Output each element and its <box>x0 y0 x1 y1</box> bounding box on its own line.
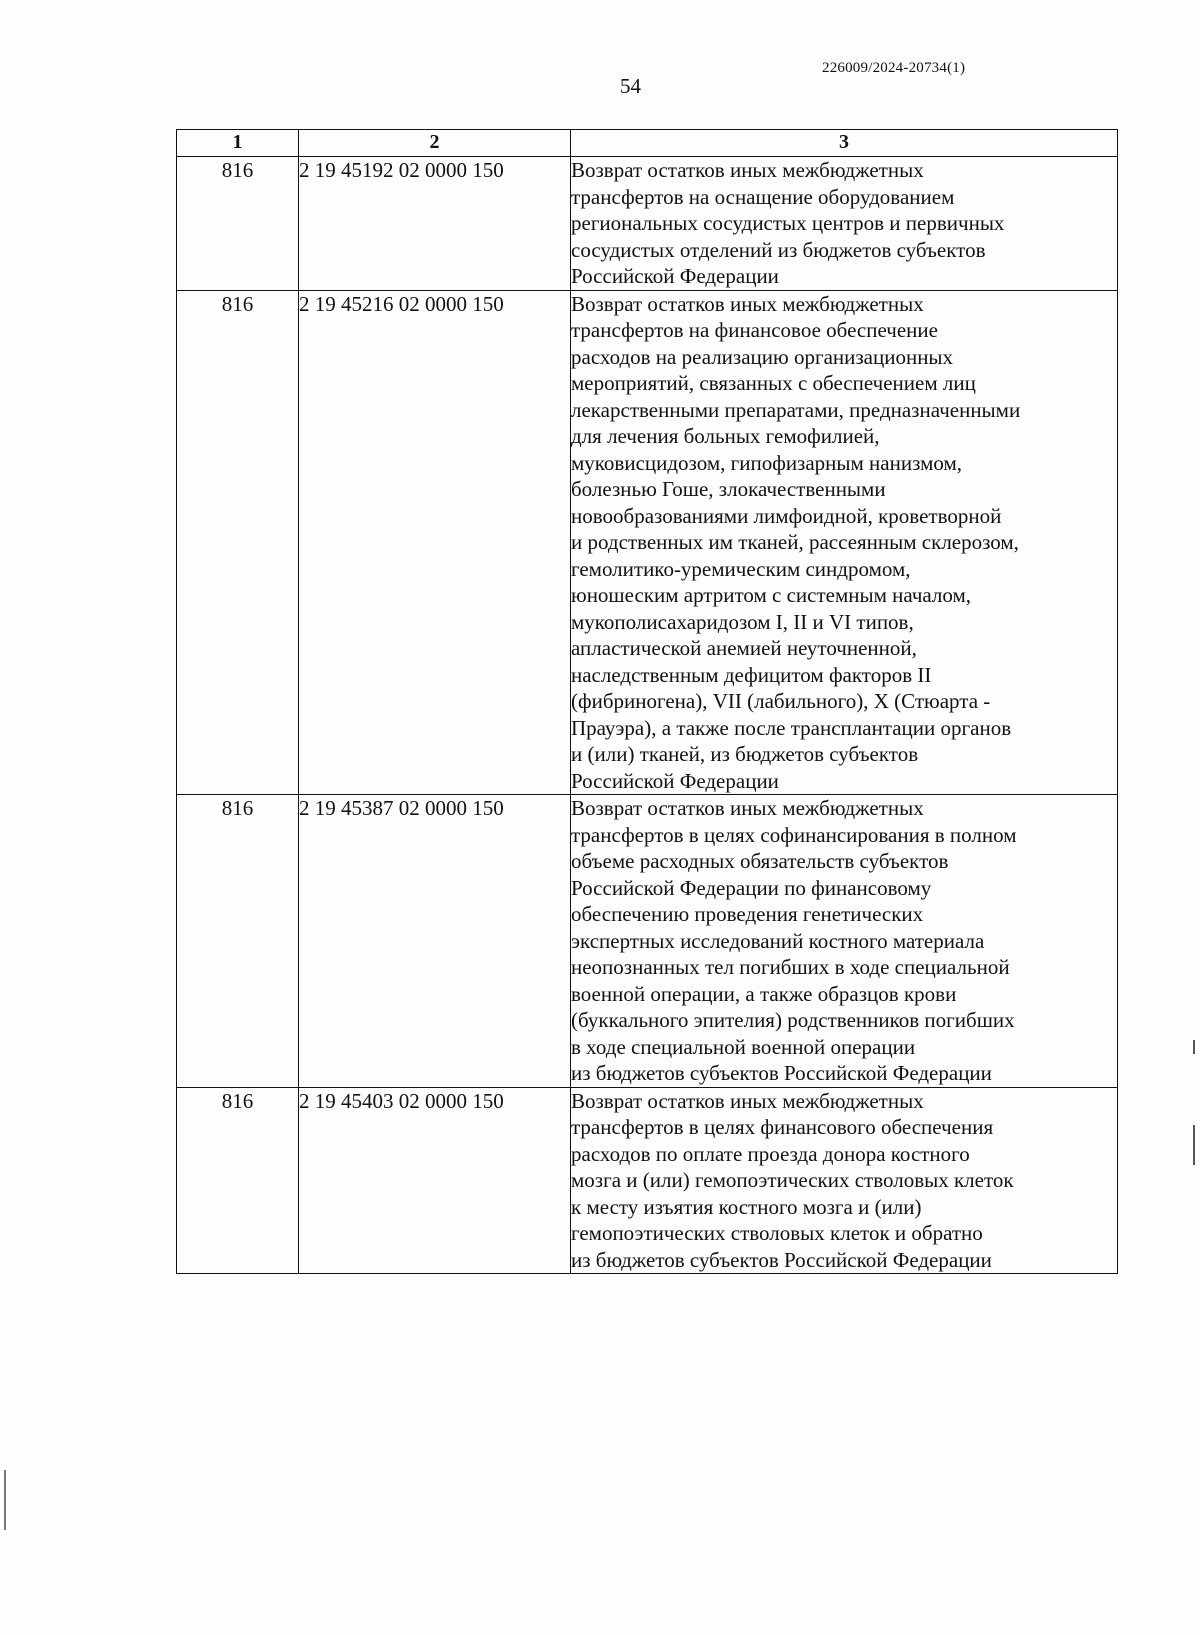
description-line: болезнью Гоше, злокачественными <box>571 477 886 501</box>
revenue-description-cell <box>571 290 1118 795</box>
description-line: обеспечению проведения генетических <box>571 902 924 926</box>
budget-classification-code-cell: 2 19 45216 02 0000 150 <box>299 290 571 795</box>
description-line: (фибриногена), VII (лабильного), X (Стюарта - <box>571 689 991 713</box>
description-line: экспертных исследований костного материала <box>571 928 985 953</box>
admin-code-cell: 816 <box>177 1087 299 1274</box>
revenue-description-cell <box>571 157 1118 291</box>
table-body <box>177 157 1118 1274</box>
description-line: лекарственными препаратами, предназначенными <box>571 397 1021 422</box>
description-line: Прауэра), а также после трансплантации органов <box>571 715 1012 740</box>
column-header-3: 3 <box>571 130 1118 157</box>
description-line: военной операции, а также образцов крови <box>571 981 957 1006</box>
description-line: Возврат остатков иных межбюджетных <box>571 1088 924 1113</box>
description-line: наследственным дефицитом факторов II <box>571 662 932 687</box>
description-line: гемолитико-уремическим синдромом, <box>571 556 911 581</box>
description-line: Возврат остатков иных межбюджетных <box>571 291 924 316</box>
description-line: для лечения больных гемофилией, <box>571 424 880 448</box>
scan-artifact <box>1193 1040 1195 1054</box>
table-row <box>177 157 1118 291</box>
column-header-1: 1 <box>177 130 299 157</box>
description-line: Российской Федерации по финансовому <box>571 875 932 900</box>
table-row <box>177 1087 1118 1274</box>
document-number: 226009/2024-20734(1) <box>822 60 966 76</box>
budget-classification-code-cell: 2 19 45192 02 0000 150 <box>299 157 571 291</box>
description-line: расходов на реализацию организационных <box>571 344 954 369</box>
budget-codes-table <box>176 129 1118 1274</box>
description-line: неопознанных тел погибших в ходе специальной <box>571 955 1010 979</box>
description-line: региональных сосудистых центров и первичных <box>571 211 1005 235</box>
description-line: объеме расходных обязательств субъектов <box>571 849 949 873</box>
description-line: Возврат остатков иных межбюджетных <box>571 796 924 820</box>
description-line: в ходе специальной военной операции <box>571 1034 916 1059</box>
revenue-description-cell <box>571 795 1118 1088</box>
admin-code-cell: 816 <box>177 795 299 1088</box>
scan-artifact <box>1193 1125 1195 1165</box>
description-line: гемопоэтических стволовых клеток и обратно <box>571 1221 983 1245</box>
description-line: трансфертов на финансовое обеспечение <box>571 318 938 342</box>
description-line: трансфертов в целях финансового обеспечения <box>571 1115 994 1139</box>
budget-classification-code-cell: 2 19 45387 02 0000 150 <box>299 795 571 1088</box>
description-line: трансфертов на оснащение оборудованием <box>571 184 955 209</box>
description-line: юношеским артритом с системным началом, <box>571 583 972 607</box>
table-row <box>177 795 1118 1088</box>
description-line: мукополисахаридозом I, II и VI типов, <box>571 609 914 634</box>
column-header-2: 2 <box>299 130 571 157</box>
description-line: Возврат остатков иных межбюджетных <box>571 158 924 182</box>
table-row <box>177 290 1118 795</box>
description-line: мозга и (или) гемопоэтических стволовых клеток <box>571 1168 1014 1192</box>
description-line: апластической анемией неуточненной, <box>571 636 917 660</box>
description-line: и (или) тканей, из бюджетов субъектов <box>571 742 919 766</box>
description-line: к месту изъятия костного мозга и (или) <box>571 1194 922 1219</box>
admin-code-cell: 816 <box>177 157 299 291</box>
description-line: муковисцидозом, гипофизарным нанизмом, <box>571 450 963 475</box>
description-line: расходов по оплате проезда донора костного <box>571 1141 970 1166</box>
description-line: мероприятий, связанных с обеспечением лиц <box>571 371 976 395</box>
description-line: трансфертов в целях софинансирования в полном <box>571 822 1017 847</box>
revenue-description-cell <box>571 1087 1118 1274</box>
scan-artifact <box>4 1470 6 1530</box>
description-line: Российской Федерации <box>571 768 779 793</box>
description-line: и родственных им тканей, рассеянным склерозом, <box>571 530 1019 554</box>
description-line: Российской Федерации <box>571 264 779 288</box>
description-line: из бюджетов субъектов Российской Федерации <box>571 1061 992 1085</box>
admin-code-cell: 816 <box>177 290 299 795</box>
budget-classification-code-cell: 2 19 45403 02 0000 150 <box>299 1087 571 1274</box>
page-number: 54 <box>620 74 641 98</box>
description-line: новообразованиями лимфоидной, кроветворной <box>571 503 1002 528</box>
table-header-row <box>177 130 1118 157</box>
description-line: (буккального эпителия) родственников погибших <box>571 1008 1015 1032</box>
description-line: из бюджетов субъектов Российской Федерации <box>571 1247 992 1272</box>
description-line: сосудистых отделений из бюджетов субъектов <box>571 237 986 262</box>
